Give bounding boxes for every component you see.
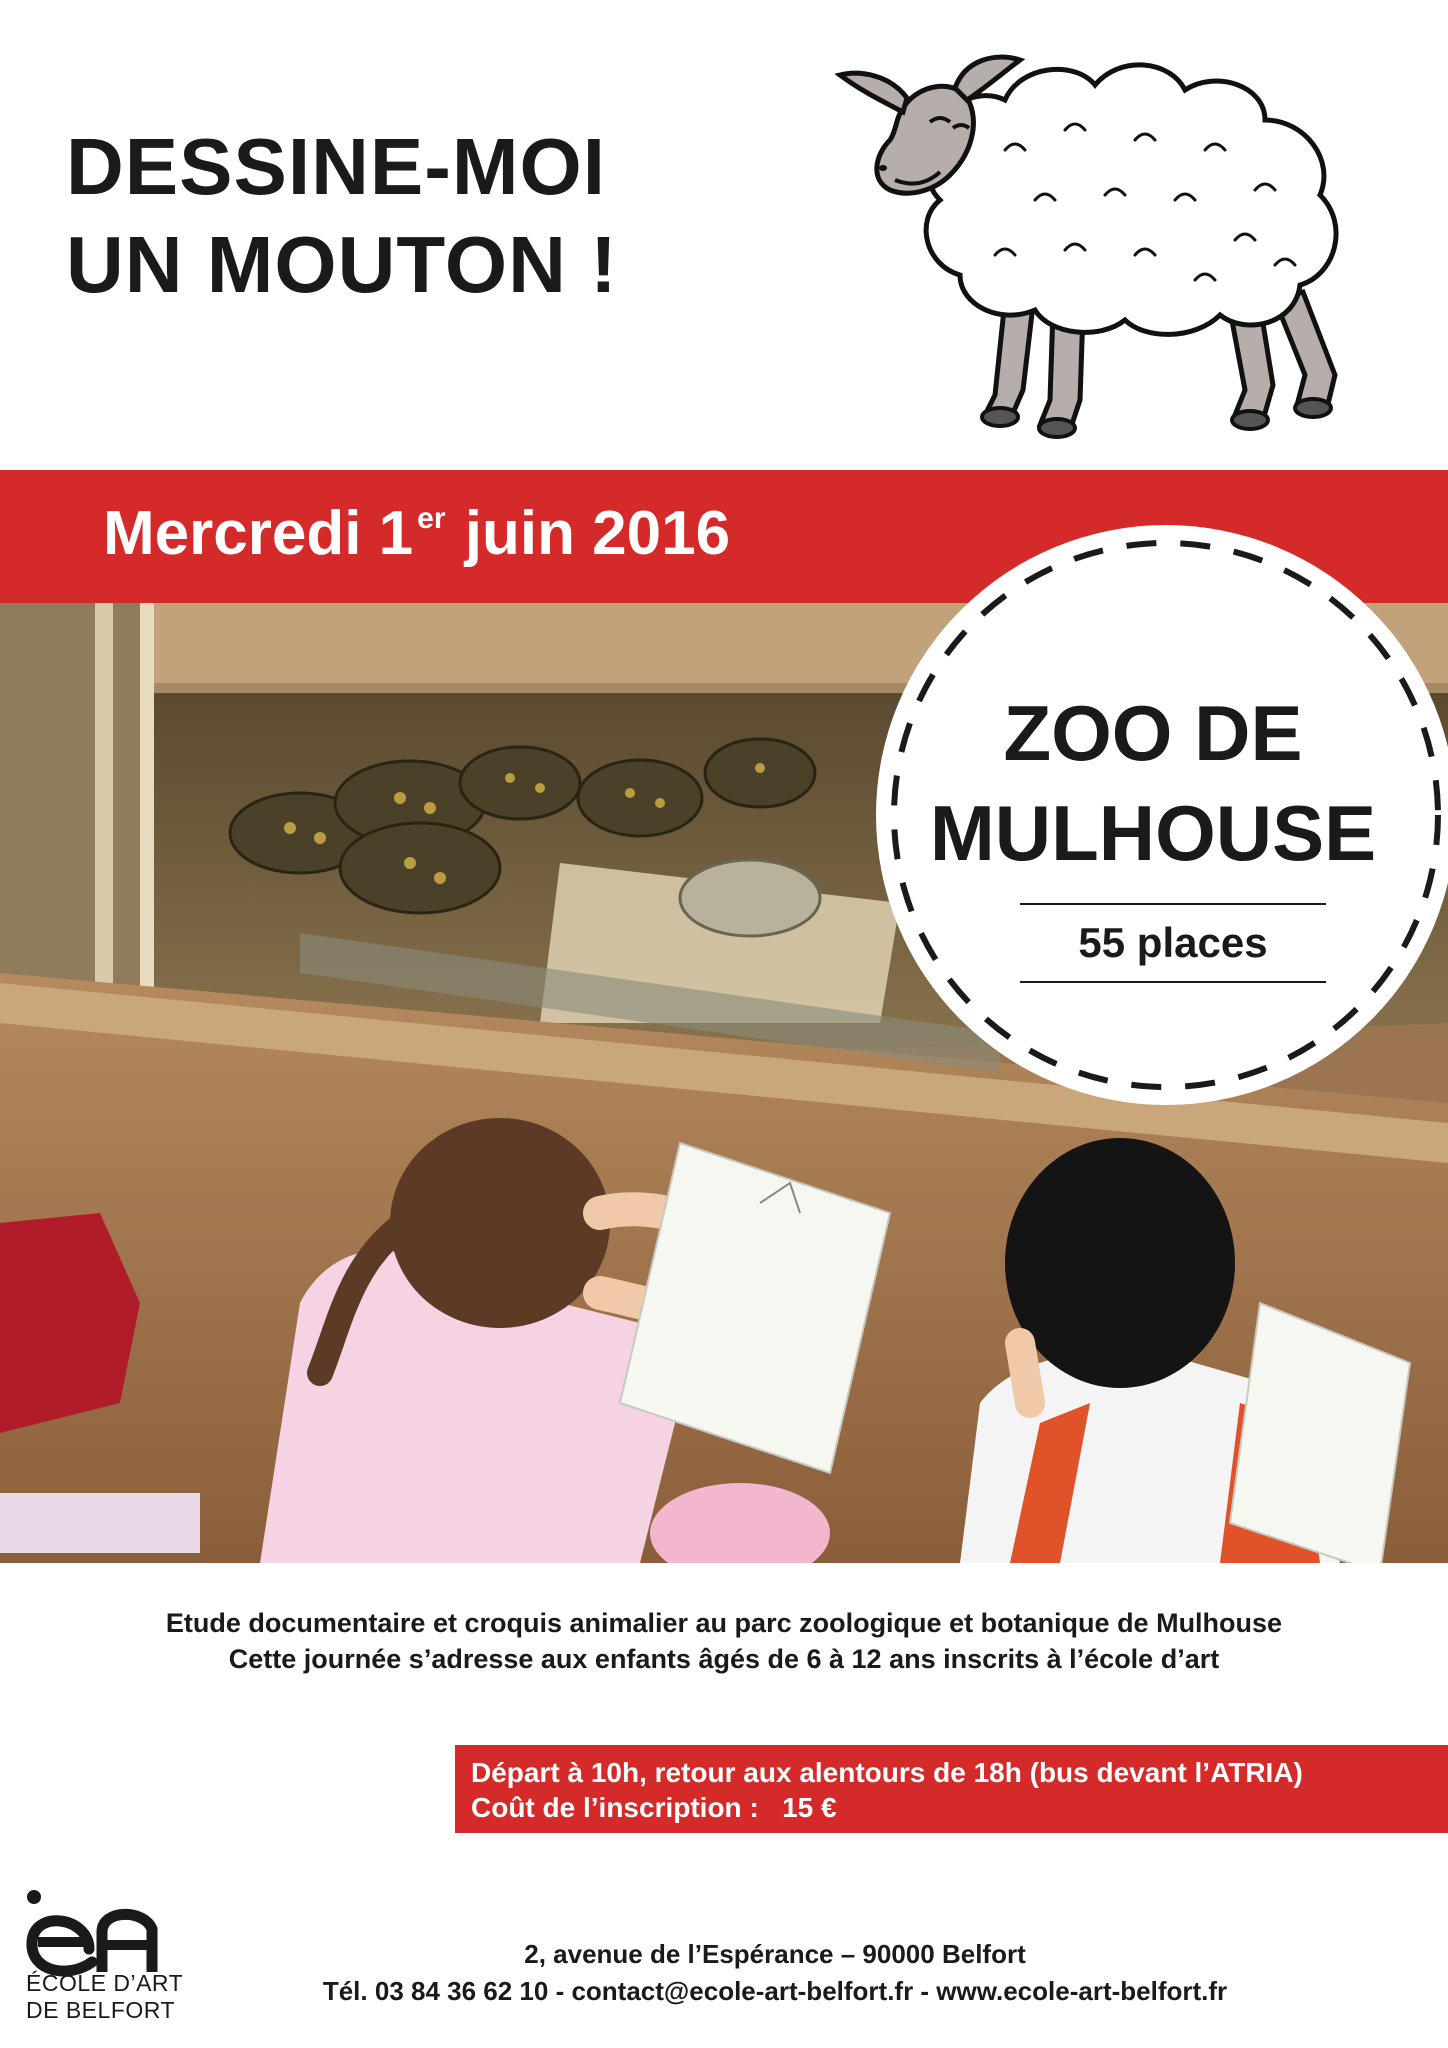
date-month-year: juin 2016 bbox=[464, 499, 731, 568]
school-name-line-1: ÉCOLE D’ART bbox=[26, 1970, 184, 1996]
price-info: Coût de l’inscription : 15 € bbox=[471, 1792, 837, 1823]
school-name bbox=[26, 1970, 183, 2024]
zoo-name bbox=[903, 683, 1403, 883]
logo-mark: ea bbox=[24, 1887, 26, 1888]
departure-info: Départ à 10h, retour aux alentours de 18h (bus devant l’ATRIA) bbox=[471, 1757, 1303, 1788]
zoo-badge bbox=[848, 513, 1448, 1113]
description bbox=[0, 1605, 1448, 1677]
poster-title bbox=[66, 118, 618, 314]
phone-email-website: Tél. 03 84 36 62 10 - contact@ecole-art-belfort.fr - www.ecole-art-belfort.fr bbox=[322, 1976, 1228, 2006]
contact-info bbox=[250, 1936, 1300, 2010]
zoo-line-1: ZOO DE bbox=[1003, 689, 1303, 777]
postal-address: 2, avenue de l’Espérance – 90000 Belfort bbox=[524, 1939, 1026, 1969]
places-count: 55 places bbox=[1020, 903, 1326, 983]
sheep-illustration bbox=[835, 30, 1400, 455]
event-date bbox=[103, 498, 730, 569]
title-line-2: UN MOUTON ! bbox=[66, 220, 618, 309]
description-line-1: Etude documentaire et croquis animalier au parc zoologique et botanique de Mulhouse bbox=[165, 1608, 1283, 1638]
date-day: Mercredi 1 bbox=[103, 499, 414, 568]
description-line-2: Cette journée s’adresse aux enfants âgés de 6 à 12 ans inscrits à l’école d’art bbox=[228, 1644, 1220, 1674]
title-line-1: DESSINE-MOI bbox=[66, 122, 606, 211]
info-box bbox=[455, 1745, 1448, 1833]
date-ordinal: er bbox=[417, 502, 446, 535]
zoo-line-2: MULHOUSE bbox=[929, 789, 1377, 877]
school-name-line-2: DE BELFORT bbox=[26, 1997, 175, 2023]
